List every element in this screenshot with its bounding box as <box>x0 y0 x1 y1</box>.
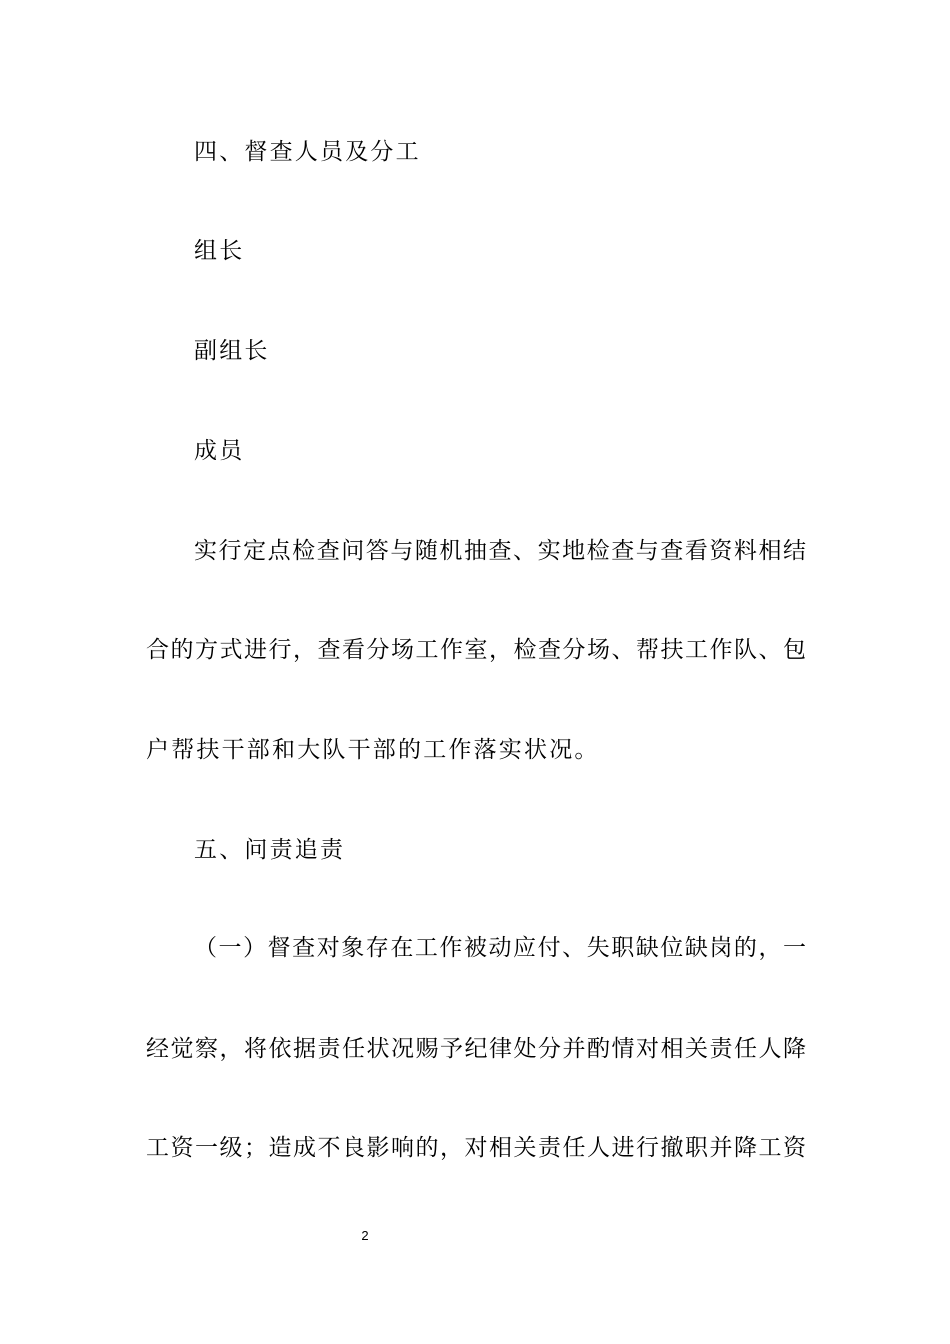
role-members: 成员 <box>194 438 245 464</box>
paragraph-method-line-3: 户帮扶干部和大队干部的工作落实状况。 <box>146 737 600 763</box>
page-number: 2 <box>361 1228 369 1243</box>
paragraph-accountability-line-3: 工资一级；造成不良影响的，对相关责任人进行撤职并降工资 <box>146 1135 806 1161</box>
role-leader: 组长 <box>194 238 245 264</box>
role-deputy-leader: 副组长 <box>194 338 270 364</box>
section-heading-5: 五、问责追责 <box>194 837 346 863</box>
paragraph-method-line-2: 合的方式进行，查看分场工作室，检查分场、帮扶工作队、包 <box>146 637 806 663</box>
paragraph-accountability-line-2: 经觉察，将依据责任状况赐予纪律处分并酌情对相关责任人降 <box>146 1036 806 1062</box>
paragraph-accountability-line-1: （一）督查对象存在工作被动应付、失职缺位缺岗的，一 <box>194 935 806 961</box>
section-heading-4: 四、督查人员及分工 <box>194 139 421 165</box>
paragraph-method-line-1: 实行定点检查问答与随机抽查、实地检查与查看资料相结 <box>194 538 806 564</box>
